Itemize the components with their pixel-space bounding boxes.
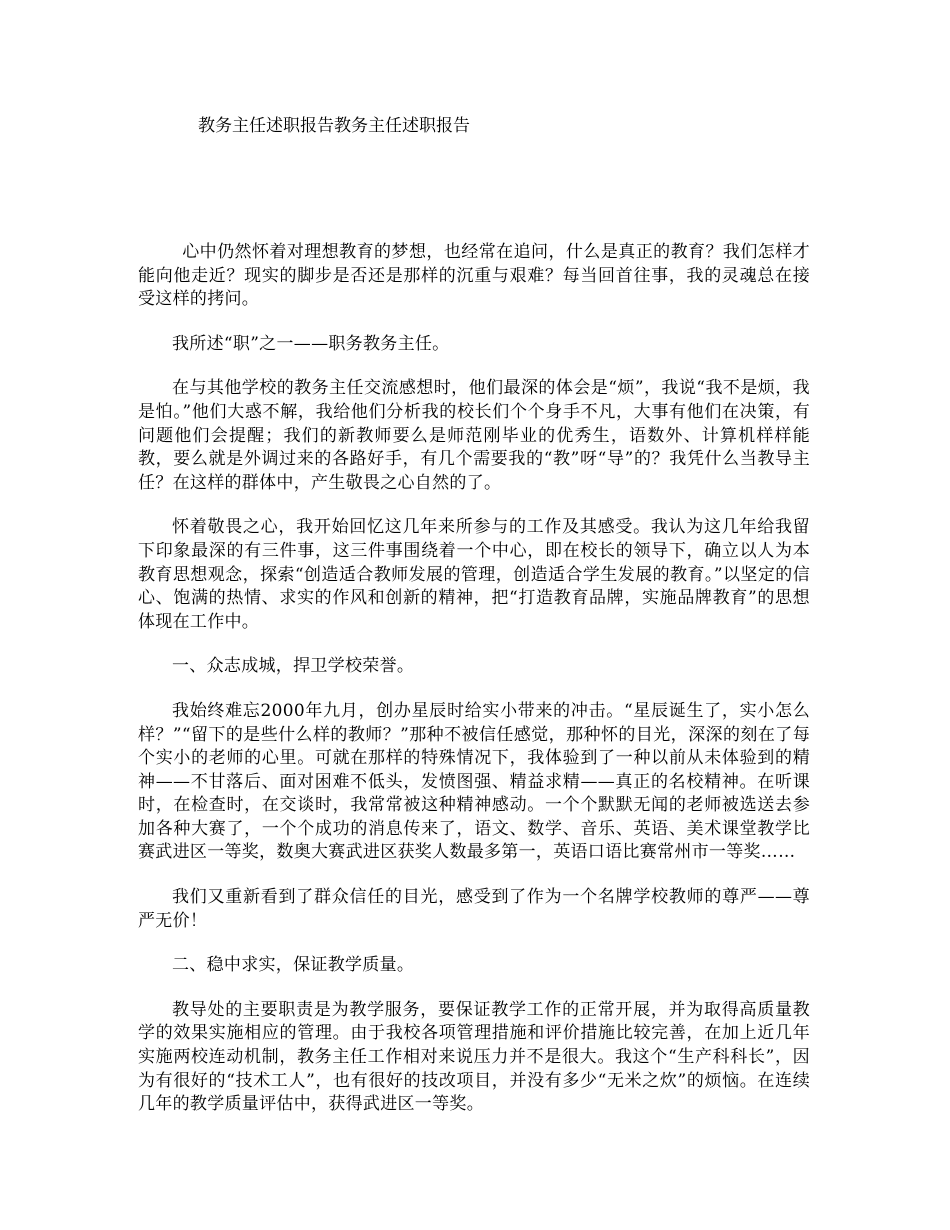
paragraph-three-things: 怀着敬畏之心，我开始回忆这几年来所参与的工作及其感受。我认为这几年给我留下印象最深的有三件事，这三件事围绕着一个中心，即在校长的领导下，确立以人为本教育思想观念，探索“创造适合教师发展的管理，创造适合学生发展的教育。”以坚定的信心、饱满的热情、求实的作风和创新的精神，把“打造教育品牌，实施品牌教育”的思想体现在工作中。 <box>138 517 810 632</box>
section-heading-1: 一、众志成城，捍卫学校荣誉。 <box>172 656 415 677</box>
paragraph-trust-restored: 我们又重新看到了群众信任的目光，感受到了作为一个名牌学校教师的尊严——尊严无价！ <box>138 887 810 931</box>
paragraph-role-heading: 我所述“职”之一——职务教务主任。 <box>172 333 450 354</box>
section-heading-2: 二、稳中求实，保证教学质量。 <box>172 955 415 976</box>
document-title: 教务主任述职报告教务主任述职报告 <box>198 116 470 136</box>
paragraph-intro: 心中仍然怀着对理想教育的梦想，也经常在追问，什么是真正的教育？我们怎样才能向他走近？现实的脚步是否还是那样的沉重与艰难？每当回首往事，我的灵魂总在接受这样的拷问。 <box>138 242 810 310</box>
paragraph-teaching-office: 教导处的主要职责是为教学服务，要保证教学工作的正常开展，并为取得高质量教学的效果实施相应的管理。由于我校各项管理措施和评价措施比较完善，在加上近几年实施两校连动机制，教务主任工作相对来说压力并不是很大。我这个“生产科科长”，因为有很好的“技术工人”，也有很好的技改项目，并没有多少“无米之炊”的烦恼。在连续几年的教学质量评估中，获得武进区一等奖。 <box>138 999 810 1115</box>
paragraph-awe: 在与其他学校的教务主任交流感想时，他们最深的体会是“烦”，我说“我不是烦，我是怕。”他们大惑不解，我给他们分析我的校长们个个身手不凡，大事有他们在决策，有问题他们会提醒；我们的新教师要么是师范刚毕业的优秀生，语数外、计算机样样能教，要么就是外调过来的各路好手，有几个需要我的“教”呀“导”的？我凭什么当教导主任？在这样的群体中，产生敬畏之心自然的了。 <box>138 378 810 493</box>
paragraph-2000-september: 我始终难忘2000年九月，创办星辰时给实小带来的冲击。“星辰诞生了，实小怎么样？”“留下的是些什么样的教师？”那种不被信任感觉，那种怀的目光，深深的刻在了每个实小的老师的心里。可就在那样的特殊情况下，我体验到了一种以前从未体验到的精神——不甘落后、面对困难不低头，发愤图强、精益求精——真正的名校精神。在听课时，在检查时，在交谈时，我常常被这种精神感动。一个个默默无闻的老师被选送去参加各种大赛了，一个个成功的消息传来了，语文、数学、音乐、英语、美术课堂教学比赛武进区一等奖，数奥大赛武进区获奖人数最多第一，英语口语比赛常州市一等奖…… <box>138 700 810 863</box>
document-body <box>138 241 810 1138</box>
